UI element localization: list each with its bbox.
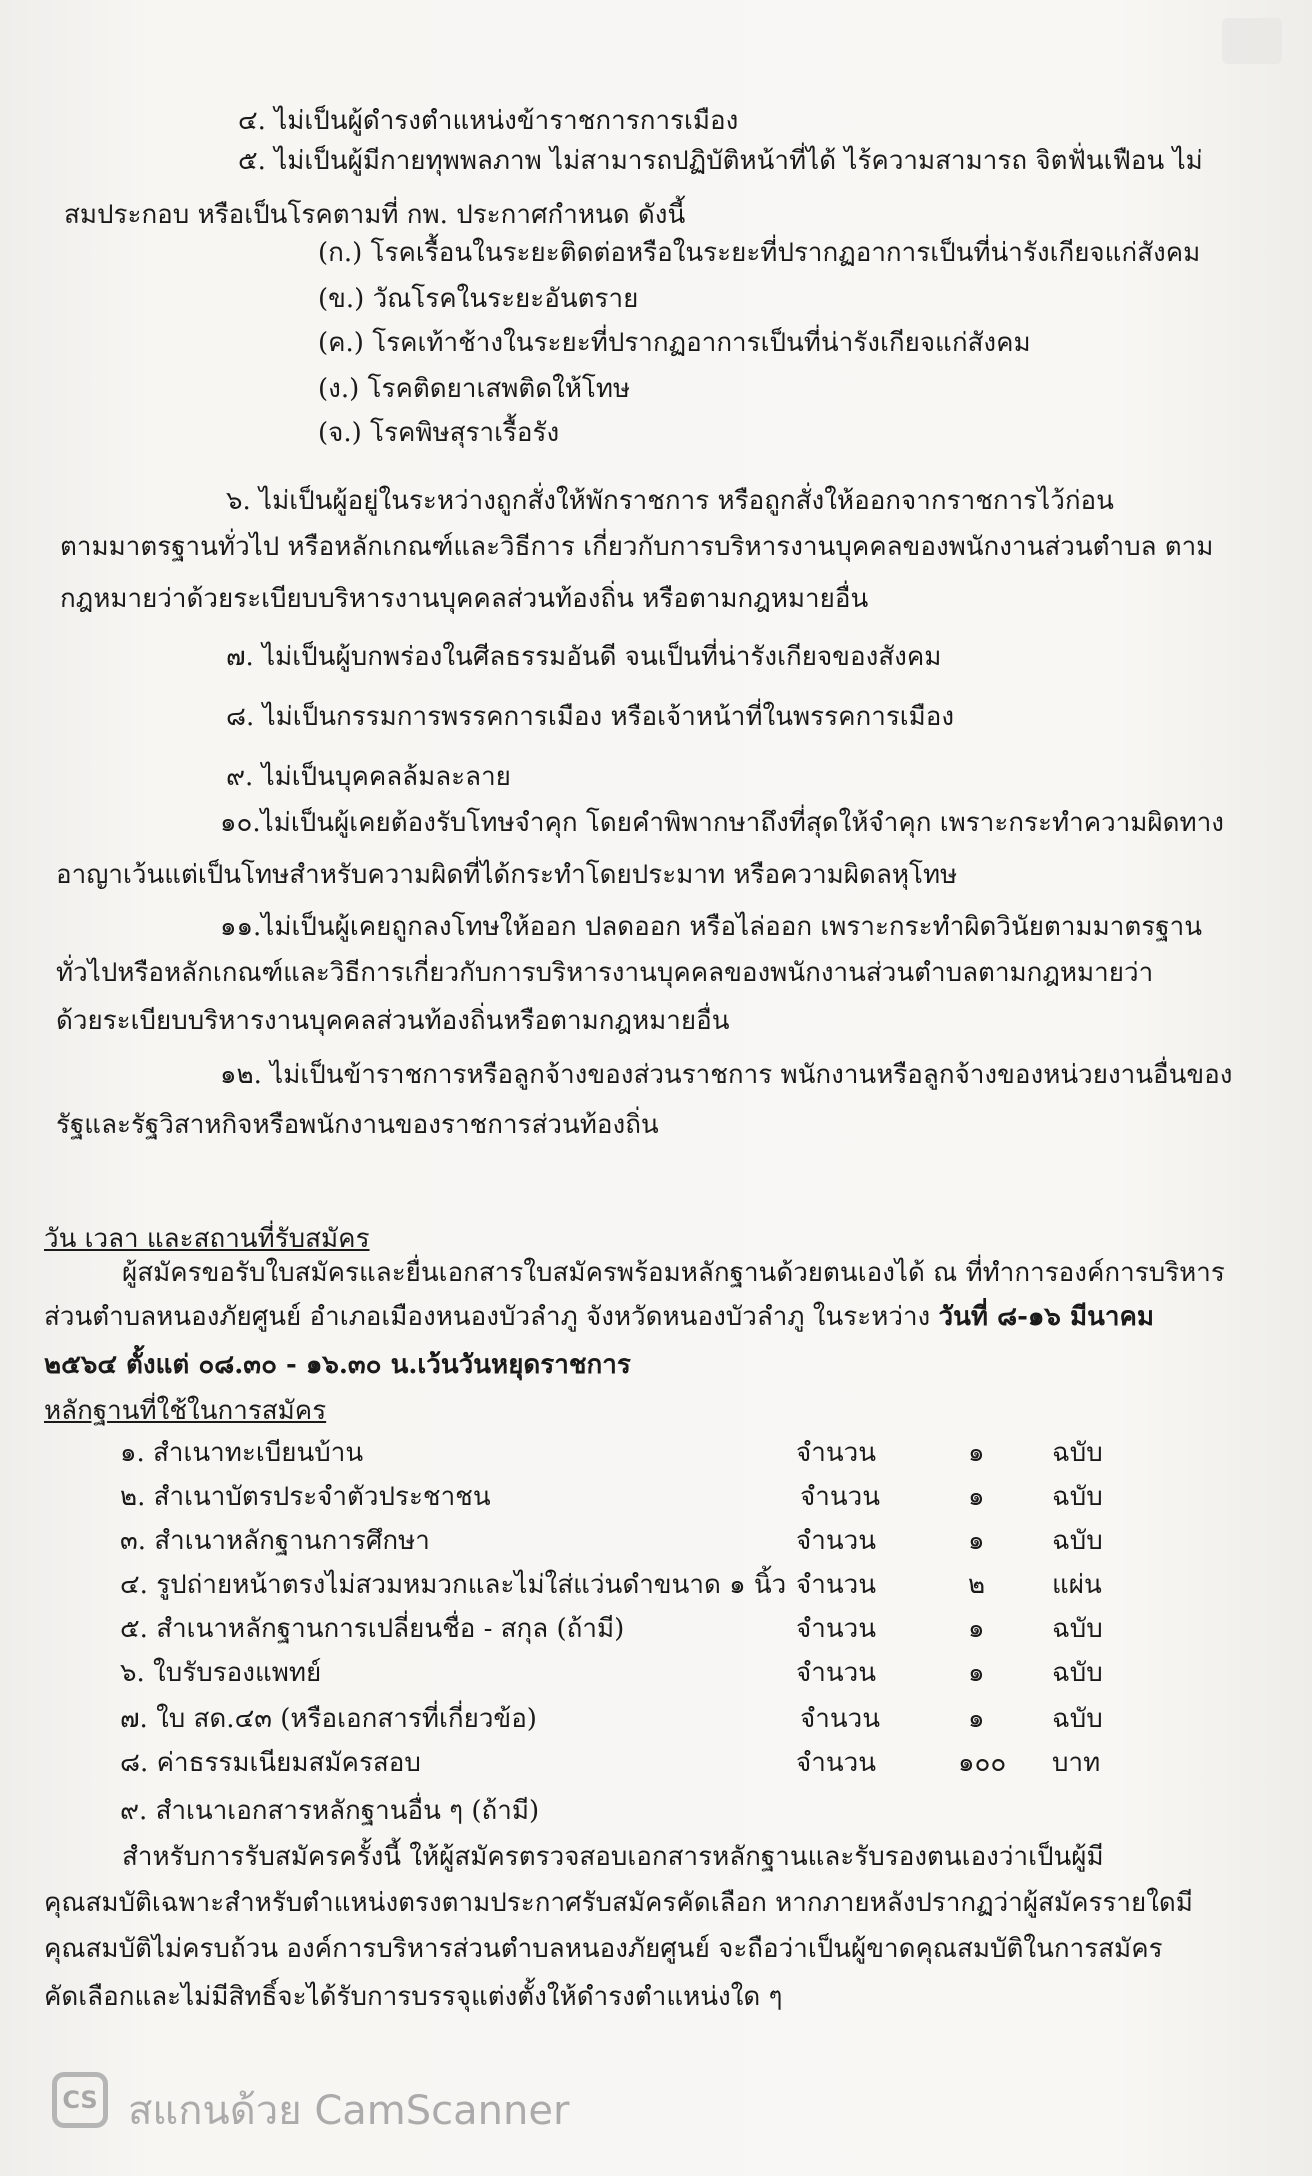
application-paragraph-line2: ส่วนตำบลหนองภัยศูนย์ อำเภอเมืองหนองบัวลำภู จังหวัดหนองบัวลำภู ในระหว่าง วันที่ ๘-๑๖ มีนาคม (44, 1302, 1155, 1332)
documents-heading: หลักฐานที่ใช้ในการสมัคร (44, 1396, 327, 1426)
closing-line4: คัดเลือกและไม่มีสิทธิ์จะได้รับการบรรจุแต่งตั้งให้ดำรงตำแหน่งใด ๆ (44, 1982, 783, 2012)
document-item: ๕. สำเนาหลักฐานการเปลี่ยนชื่อ - สกุล (ถ้ามี) จำนวน ๑ ฉบับ (120, 1614, 1103, 1644)
disease-item: (ก.) โรคเรื้อนในระยะติดต่อหรือในระยะที่ปรากฏอาการเป็นที่น่ารังเกียจแก่สังคม (318, 238, 1201, 268)
closing-line2: คุณสมบัติเฉพาะสำหรับตำแหน่งตรงตามประกาศรับสมัครคัดเลือก หากภายหลังปรากฏว่าผู้สมัครรายใดมี (44, 1888, 1193, 1918)
camscanner-logo-icon: CS (52, 2072, 108, 2128)
camscanner-watermark: สแกนด้วย CamScanner (128, 2088, 570, 2134)
document-item: ๓. สำเนาหลักฐานการศึกษา จำนวน ๑ ฉบับ (120, 1526, 1103, 1556)
qualification-6-line2: ตามมาตรฐานทั่วไป หรือหลักเกณฑ์และวิธีการ เกี่ยวกับการบริหารงานบุคคลของพนักงานส่วนตำบล ตาม (60, 532, 1214, 562)
qualification-8: ๘. ไม่เป็นกรรมการพรรคการเมือง หรือเจ้าหน้าที่ในพรรคการเมือง (226, 702, 955, 732)
qualification-10-line1: ๑๐.ไม่เป็นผู้เคยต้องรับโทษจำคุก โดยคำพิพากษาถึงที่สุดให้จำคุก เพราะกระทำความผิดทาง (220, 808, 1224, 838)
qualification-6-line3: กฎหมายว่าด้วยระเบียบบริหารงานบุคคลส่วนท้องถิ่น หรือตามกฎหมายอื่น (60, 584, 869, 614)
document-item: ๘. ค่าธรรมเนียมสมัครสอบ จำนวน ๑๐๐ บาท (120, 1748, 1101, 1778)
application-paragraph-line1: ผู้สมัครขอรับใบสมัครและยื่นเอกสารใบสมัครพร้อมหลักฐานด้วยตนเองได้ ณ ที่ทำการองค์การบริหาร (122, 1258, 1225, 1288)
scan-corner-mark (1222, 18, 1282, 64)
qualification-11-line2: ทั่วไปหรือหลักเกณฑ์และวิธีการเกี่ยวกับการบริหารงานบุคคลของพนักงานส่วนตำบลตามกฎหมายว่า (56, 958, 1154, 988)
document-item: ๒. สำเนาบัตรประจำตัวประชาชน จำนวน ๑ ฉบับ (120, 1482, 1103, 1512)
qualification-7: ๗. ไม่เป็นผู้บกพร่องในศีลธรรมอันดี จนเป็นที่น่ารังเกียจของสังคม (226, 642, 942, 672)
disease-item: (จ.) โรคพิษสุราเรื้อรัง (318, 418, 560, 448)
disease-item: (ข.) วัณโรคในระยะอันตราย (318, 284, 639, 314)
document-item: ๖. ใบรับรองแพทย์ จำนวน ๑ ฉบับ (120, 1658, 1103, 1688)
closing-line1: สำหรับการรับสมัครครั้งนี้ ให้ผู้สมัครตรวจสอบเอกสารหลักฐานและรับรองตนเองว่าเป็นผู้มี (122, 1842, 1104, 1872)
document-item: ๙. สำเนาเอกสารหลักฐานอื่น ๆ (ถ้ามี) (120, 1796, 540, 1826)
application-heading: วัน เวลา และสถานที่รับสมัคร (44, 1224, 370, 1254)
application-dates: วันที่ ๘-๑๖ มีนาคม (938, 1302, 1155, 1332)
disease-item: (ค.) โรคเท้าช้างในระยะที่ปรากฏอาการเป็นที่น่ารังเกียจแก่สังคม (318, 328, 1031, 358)
qualification-4: ๔. ไม่เป็นผู้ดำรงตำแหน่งข้าราชการการเมือง (238, 106, 739, 136)
application-time: ๒๕๖๔ ตั้งแต่ ๐๘.๓๐ - ๑๖.๓๐ น.เว้นวันหยุดราชการ (44, 1350, 631, 1380)
qualification-11-line3: ด้วยระเบียบบริหารงานบุคคลส่วนท้องถิ่นหรือตามกฎหมายอื่น (56, 1006, 730, 1036)
qualification-9: ๙. ไม่เป็นบุคคลล้มละลาย (226, 762, 511, 792)
qualification-12-line1: ๑๒. ไม่เป็นข้าราชการหรือลูกจ้างของส่วนราชการ พนักงานหรือลูกจ้างของหน่วยงานอื่นของ (220, 1060, 1233, 1090)
qualification-12-line2: รัฐและรัฐวิสาหกิจหรือพนักงานของราชการส่วนท้องถิ่น (56, 1110, 659, 1140)
document-item: ๗. ใบ สด.๔๓ (หรือเอกสารที่เกี่ยวข้อ) จำนวน ๑ ฉบับ (120, 1704, 1103, 1734)
document-item: ๑. สำเนาทะเบียนบ้าน จำนวน ๑ ฉบับ (120, 1438, 1103, 1468)
qualification-11-line1: ๑๑.ไม่เป็นผู้เคยถูกลงโทษให้ออก ปลดออก หรือไล่ออก เพราะกระทำผิดวินัยตามมาตรฐาน (220, 912, 1202, 942)
qualification-10-line2: อาญาเว้นแต่เป็นโทษสำหรับความผิดที่ได้กระทำโดยประมาท หรือความผิดลหุโทษ (56, 860, 958, 890)
qualification-5-line1: ๕. ไม่เป็นผู้มีกายทุพพลภาพ ไม่สามารถปฏิบัติหน้าที่ได้ ไร้ความสามารถ จิตฟั่นเฟือน ไม่ (238, 146, 1203, 176)
disease-item: (ง.) โรคติดยาเสพติดให้โทษ (318, 374, 631, 404)
closing-line3: คุณสมบัติไม่ครบถ้วน องค์การบริหารส่วนตำบลหนองภัยศูนย์ จะถือว่าเป็นผู้ขาดคุณสมบัติในการสมัคร (44, 1934, 1163, 1964)
qualification-5-line2: สมประกอบ หรือเป็นโรคตามที่ กพ. ประกาศกำหนด ดังนี้ (64, 200, 686, 230)
document-item: ๔. รูปถ่ายหน้าตรงไม่สวมหมวกและไม่ใส่แว่นดำขนาด ๑ นิ้ว จำนวน ๒ แผ่น (120, 1570, 1102, 1600)
qualification-6-line1: ๖. ไม่เป็นผู้อยู่ในระหว่างถูกสั่งให้พักราชการ หรือถูกสั่งให้ออกจากราชการไว้ก่อน (226, 486, 1114, 516)
